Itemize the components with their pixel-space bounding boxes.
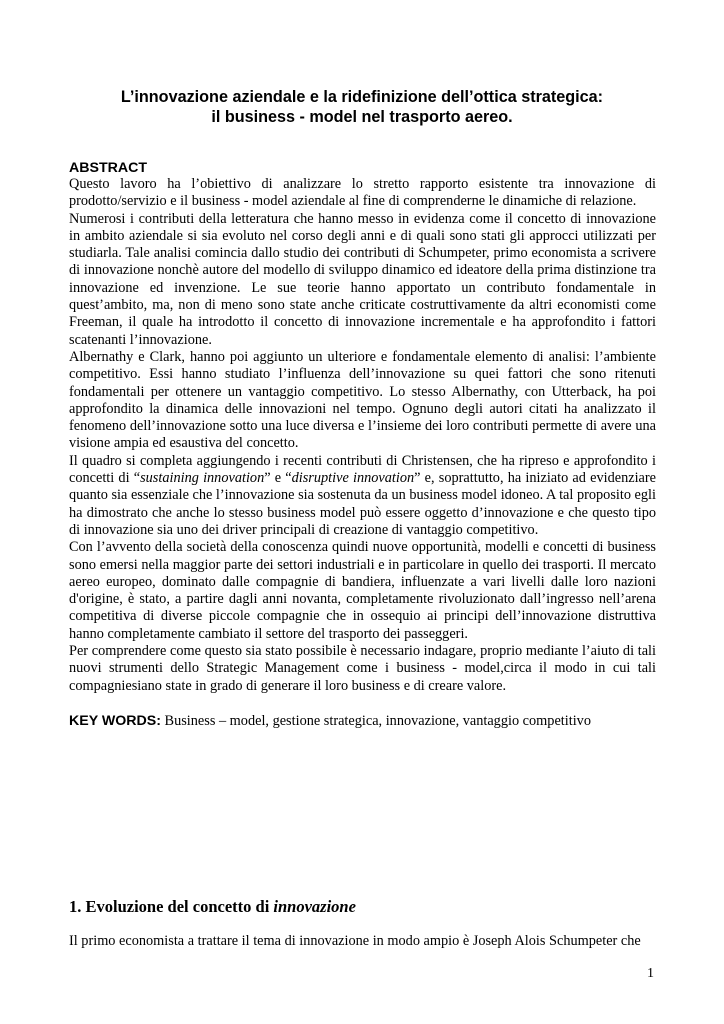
abstract-paragraph-4 (69, 453, 656, 539)
abstract-paragraph-3: Albernathy e Clark, hanno poi aggiunto un ulteriore e fondamentale elemento di analisi: l’ambiente competitivo. Essi hanno studiato l’influenza dell’innovazione su quei fattori che sono ritenuti fondamentali per ottenere un vantaggio competitivo. Lo stesso Albernathy, con Utterback, ha poi approfondito la dinamica delle innovazioni nel tempo. Ognuno degli autori citati ha analizzato il fenomeno dell’innovazione sotto una luce diversa e l’insieme dei loro contributi permette di avere una visione ampia ed esaustiva del concetto. (69, 348, 656, 452)
keywords-line (69, 712, 669, 730)
abstract-paragraph-2: Numerosi i contributi della letteratura che hanno messo in evidenza come il concetto di innovazione in ambito aziendale si sia evoluto nel corso degli anni e di quali sono stati gli approcci utilizzati per studiarla. Tale analisi comincia dallo studio dei contributi di Schumpeter, primo economista a scrivere di innovazione nonchè autore del modello di sviluppo dinamico ed ideatore della prima distinzione tra innovazione ed invenzione. Le sue teorie hanno apportato un contributo fondamentale in quest’ambito, ma, non di meno sono state anche criticate costruttivamente da altri economisti come Freeman, il quale ha introdotto il concetto di innovazione incrementale e ha approfondito i fattori scatenanti l’innovazione. (69, 210, 656, 348)
disruptive-innovation-term: disruptive innovation (291, 470, 415, 487)
sustaining-innovation-term: sustaining innovation (140, 470, 265, 487)
section-heading (69, 896, 356, 918)
section-heading-text: 1. Evoluzione del concetto di (69, 897, 274, 916)
section-heading-emphasis: innovazione (273, 897, 356, 916)
keywords-text: Business – model, gestione strategica, innovazione, vantaggio competitivo (160, 713, 591, 729)
keywords-label: KEY WORDS: (69, 713, 161, 729)
paper-title-line-1: L’innovazione aziendale e la ridefinizione dell’ottica strategica: (120, 88, 604, 106)
abstract-paragraph-4-part-3: ” e, soprattutto, ha iniziato ad evidenziare quanto sia essenziale che l’innovazione sia sostenuta da un business model idoneo. A tal proposito egli ha dimostrato che anche lo stesso business model può essere oggetto d’innovazione e che questo tipo di innovazione sia uno dei driver principali di creazione di vantaggio competitivo. (69, 470, 656, 538)
abstract-paragraph-5: Con l’avvento della società della conoscenza quindi nuove opportunità, modelli e concetti di business sono emersi nella maggior parte dei settori industriali e in particolare in quello dei trasporti. Il mercato aereo europeo, dominato dalle compagnie di bandiera, influenzate a vari livelli dalle loro nazioni d'origine, è stato, a partire dagli anni novanta, completamente rivoluzionato dall’ingresso nell’arena competitiva di diverse piccole compagnie che in ossequio ai principi dell’innovazione distruttiva hanno completamente cambiato il settore del trasporto dei passeggeri. (69, 539, 656, 642)
abstract-paragraph-4-part-2: ” e “ (264, 470, 292, 487)
abstract-paragraph-1: Questo lavoro ha l’obiettivo di analizzare lo stretto rapporto esistente tra innovazione di prodotto/servizio e il business - model aziendale al fine di comprenderne le dinamiche di relazione. (69, 176, 656, 210)
section-first-line: Il primo economista a trattare il tema di innovazione in modo ampio è Joseph Alois Schumpeter che (69, 933, 641, 949)
abstract-paragraph-4-part-1: Il quadro si completa aggiungendo i recenti contributi di Christensen, che ha ripreso e approfondito i concetti di “ (69, 452, 656, 487)
page-number: 1 (647, 966, 654, 981)
abstract-body (69, 176, 656, 695)
paper-title-line-2: il business - model nel trasporto aereo. (211, 108, 513, 126)
abstract-paragraph-6: Per comprendere come questo sia stato possibile è necessario indagare, proprio mediante l’aiuto di tali nuovi strumenti dello Strategic Management come i business - model,circa il modo in cui tali compagniesiano state in grado di generare il loro business e di creare valore. (69, 643, 656, 694)
abstract-heading: ABSTRACT (69, 160, 148, 176)
